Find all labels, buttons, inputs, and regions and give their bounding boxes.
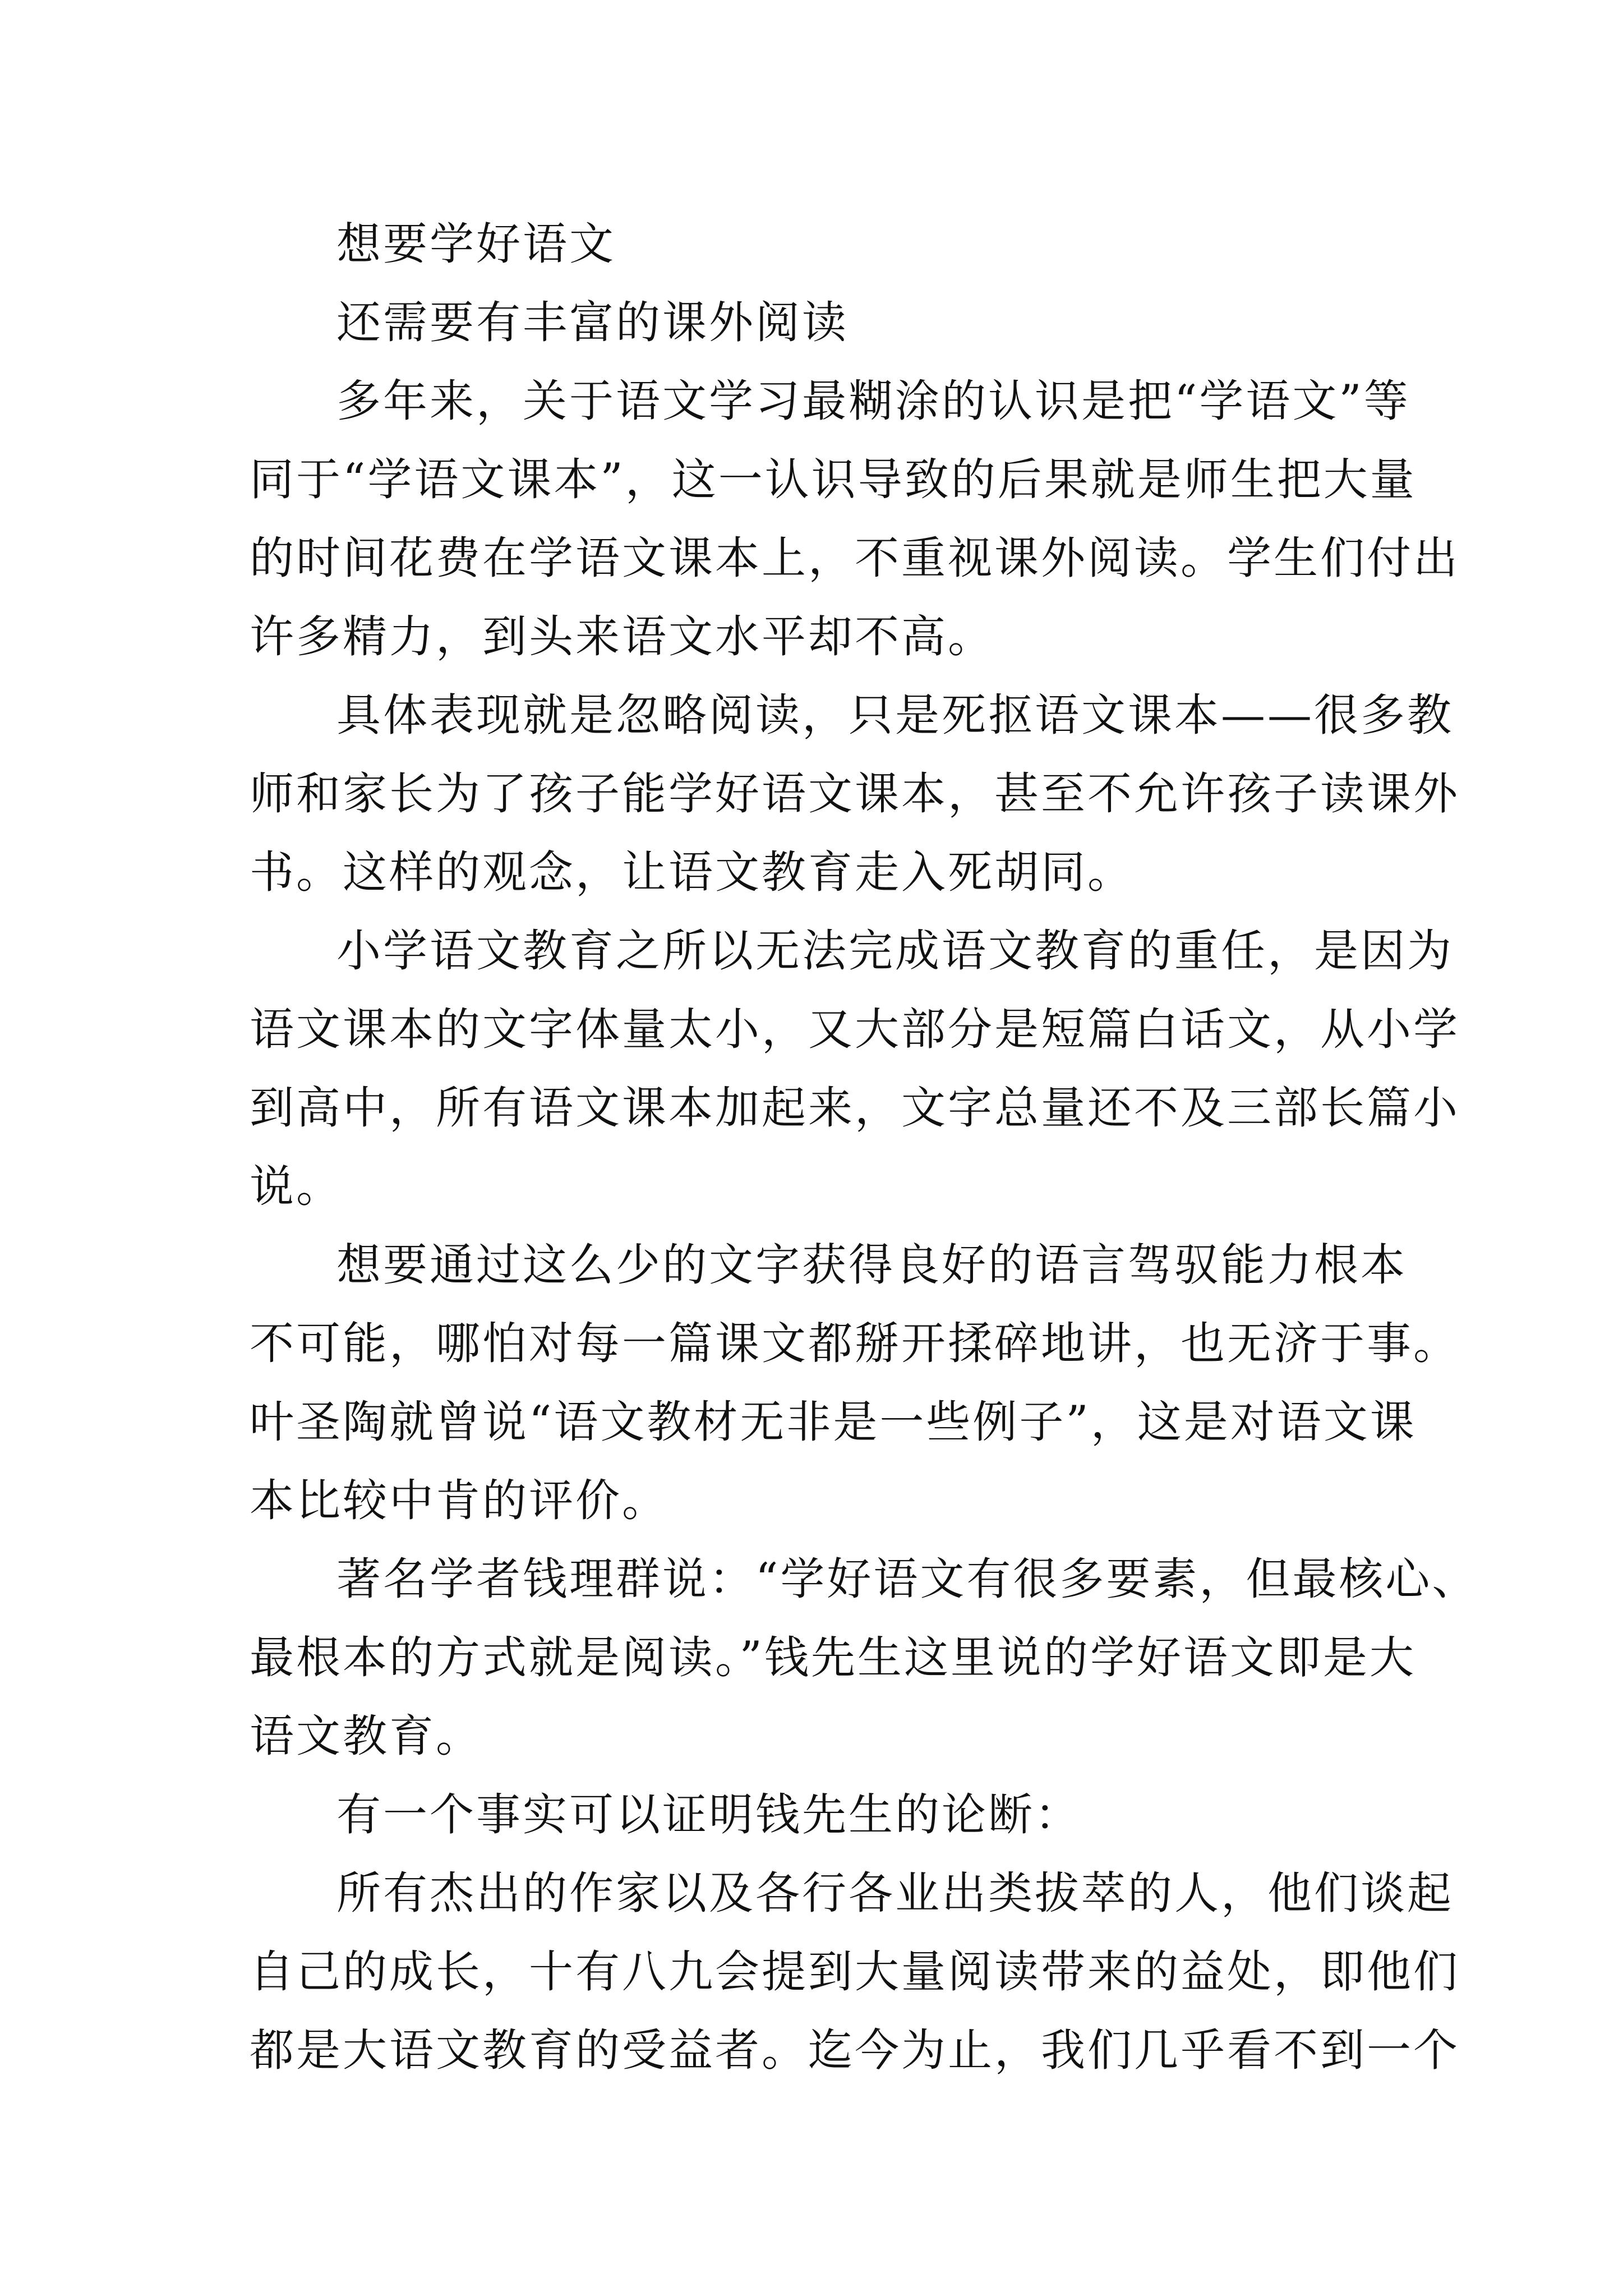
text-line: 想要通过这么少的文字获得良好的语言驾驭能力根本 [336,1239,1407,1291]
text-line: 多年来，关于语文学习最糊涂的认识是把“学语文”等 [336,375,1410,427]
text-line: 同于“学语文课本”，这一认识导致的后果就是师生把大量 [250,454,1417,505]
text-line: 许多精力，到头来语文水平却不高。 [250,611,994,662]
text-line: 的时间花费在学语文课本上，不重视课外阅读。学生们付出 [250,532,1460,584]
text-line: 师和家长为了孩子能学好语文课本，甚至不允许孩子读课外 [250,768,1460,820]
text-line: 本比较中肯的评价。 [250,1475,668,1526]
text-line: 到高中，所有语文课本加起来，文字总量还不及三部长篇小 [250,1082,1460,1134]
text-line: 语文课本的文字体量太小，又大部分是短篇白话文，从小学 [250,1004,1460,1055]
text-line: 具体表现就是忽略阅读，只是死抠语文课本——很多教 [336,689,1454,741]
text-line: 语文教育。 [250,1710,482,1762]
text-line: 最根本的方式就是阅读。”钱先生这里说的学好语文即是大 [250,1632,1416,1683]
document-body [250,205,1479,2090]
text-line: 书。这样的观念，让语文教育走入死胡同。 [250,846,1134,898]
title-line-2: 还需要有丰富的课外阅读 [336,297,849,348]
text-line: 都是大语文教育的受益者。迄今为止，我们几乎看不到一个 [250,2024,1460,2076]
text-line: 自己的成长，十有八九会提到大量阅读带来的益处，即他们 [250,1946,1460,1998]
text-line: 有一个事实可以证明钱先生的论断： [336,1789,1081,1841]
text-line: 说。 [250,1161,343,1212]
title-line-1: 想要学好语文 [336,218,616,270]
text-line: 叶圣陶就曾说“语文教材无非是一些例子”，这是对语文课 [250,1396,1417,1448]
text-line: 小学语文教育之所以无法完成语文教育的重任，是因为 [336,925,1454,977]
text-line: 著名学者钱理群说：“学好语文有很多要素，但最核心、 [336,1553,1479,1605]
text-line: 不可能，哪怕对每一篇课文都掰开揉碎地讲，也无济于事。 [250,1318,1460,1369]
text-line: 所有杰出的作家以及各行各业出类拔萃的人，他们谈起 [336,1867,1454,1919]
